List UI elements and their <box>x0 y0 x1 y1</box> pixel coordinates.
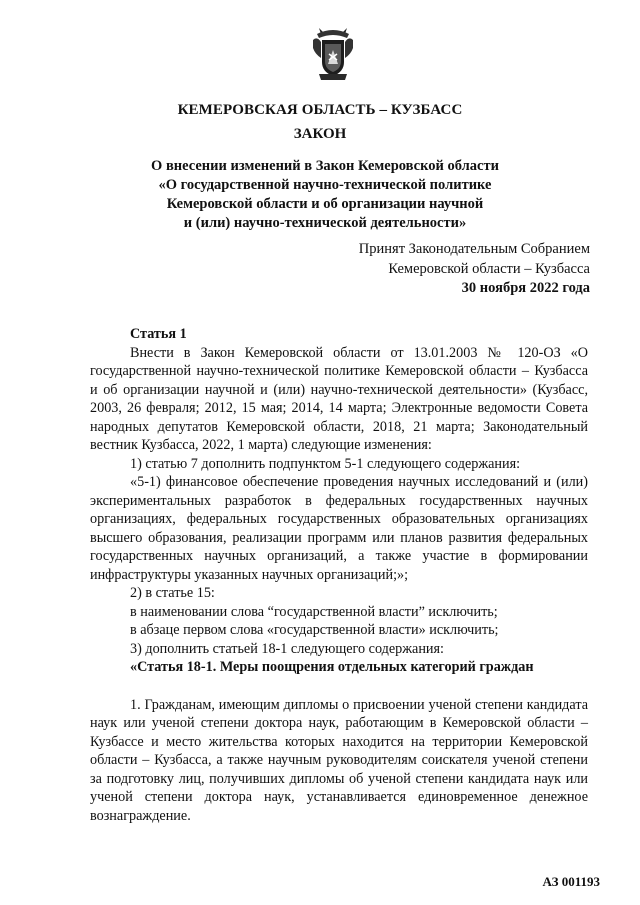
adopted-by-line: Принят Законодательным Собранием <box>358 241 590 257</box>
adopted-by-line: Кемеровской области – Кузбасса <box>388 260 590 277</box>
law-title <box>110 157 540 233</box>
document-serial-number: АЗ 001193 <box>542 874 600 889</box>
document-type: ЗАКОН <box>293 126 347 142</box>
new-article-paragraph: 1. Гражданам, имеющим дипломы о присвоении ученой степени кандидата наук или ученой степени доктора наук, работающим в Кемеровской области – Кузбассе и место жительства которых находится на территории Кемеровской области – Кузбасса, а также научным руководителям соискателя ученой степени за подготовку лиц, получивших дипломы об ученой степени кандидата наук или ученой степени доктора наук, устанавливается единовременное денежное вознаграждение. <box>90 696 588 824</box>
new-article-heading: «Статья 18-1. Меры поощрения отдельных категорий граждан <box>130 659 534 675</box>
amendment-item: 1) статью 7 дополнить подпунктом 5-1 следующего содержания: <box>130 455 521 472</box>
law-title-line: О внесении изменений в Закон Кемеровской области <box>151 158 499 174</box>
law-title-line: «О государственной научно-технической политике <box>158 177 492 193</box>
region-title: КЕМЕРОВСКАЯ ОБЛАСТЬ – КУЗБАСС <box>177 102 463 118</box>
amendment-item: 3) дополнить статьей 18-1 следующего содержания: <box>130 640 444 657</box>
amendment-text: «5-1) финансовое обеспечение проведения научных исследований и (или) экспериментальных разработок в федеральных государственных научных организациях, федеральных государственных образовательных организациях высшего образования, реализации программ или планов развития федеральных государственных научных организаций, а также участие в формировании инфраструктуры указанных научных организаций;»; <box>90 474 588 583</box>
article-heading: Статья 1 <box>130 326 187 342</box>
adoption-block <box>359 240 590 299</box>
amendment-subitem: в абзаце первом слова «государственной власти» исключить; <box>130 622 499 638</box>
article-intro: Внести в Закон Кемеровской области от 13.01.2003 № 120-ОЗ «О государственной научно-технической политике Кемеровской области – Кузбасса и об организации научной и (или) научно-технической деятельности» (Кузбасс, 2003, 26 февраля; 2012, 15 мая; 2014, 14 марта; Электронные ведомости Совета народных депутатов Кемеровской области, 2018, 21 марта; Законодательный вестник Кузбасса, 2022, 1 марта) следующие изменения: <box>90 344 588 453</box>
amendment-subitem: в наименовании слова “государственной власти” исключить; <box>130 603 498 620</box>
law-title-line: Кемеровской области и об организации научной <box>166 196 484 212</box>
law-title-line: и (или) научно-технической деятельности» <box>183 215 467 231</box>
adoption-date: 30 ноября 2022 года <box>461 280 590 296</box>
paragraph-gap <box>90 677 588 696</box>
document-body <box>90 325 588 825</box>
amendment-item: 2) в статье 15: <box>130 585 215 601</box>
coat-of-arms-emblem <box>311 24 355 84</box>
